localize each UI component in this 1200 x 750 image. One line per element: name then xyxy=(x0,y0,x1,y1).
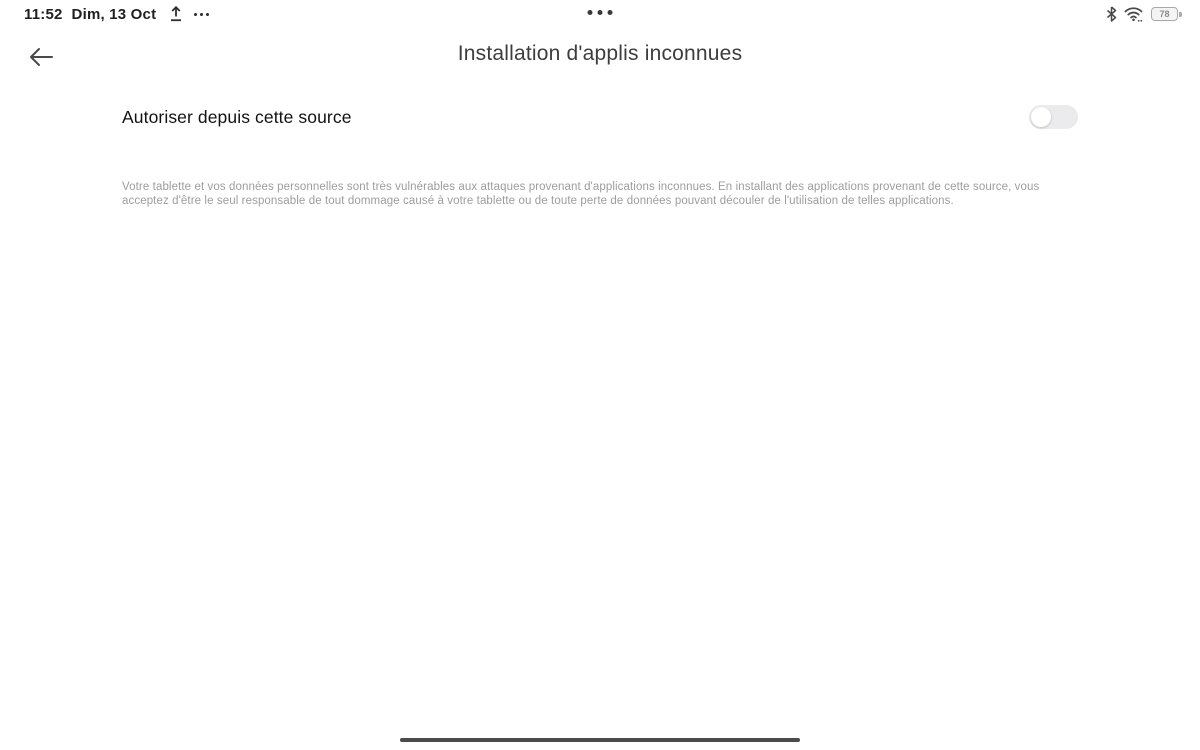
battery-icon xyxy=(1151,7,1178,21)
camera-cutout-dots xyxy=(588,10,613,15)
allow-source-toggle[interactable] xyxy=(1029,105,1078,129)
bluetooth-icon xyxy=(1106,6,1117,22)
wifi-icon xyxy=(1124,6,1144,23)
status-left-group xyxy=(24,6,209,23)
page-title: Installation d'applis inconnues xyxy=(457,42,743,65)
status-date: Dim, 13 Oct xyxy=(71,5,157,23)
allow-source-row[interactable] xyxy=(122,96,1078,138)
battery-percent: 78 xyxy=(1159,9,1170,19)
status-right-group xyxy=(1106,6,1178,23)
home-indicator-bar[interactable] xyxy=(400,738,800,743)
toggle-knob xyxy=(1031,107,1051,127)
status-time: 11:52 xyxy=(24,5,63,23)
header xyxy=(0,28,1200,84)
allow-source-label: Autoriser depuis cette source xyxy=(122,106,352,127)
warning-description: Votre tablette et vos données personnelles sont très vulnérables aux attaques provenant d'applications inconnues. En installant des applications provenant de cette source, vous acceptez d'être le seul responsable de tout dommage causé à votre tablette ou de toute perte de données pouvant découler de l'utilisation de telles applications. xyxy=(122,181,1040,207)
more-dots-icon xyxy=(194,13,209,16)
upload-icon xyxy=(169,6,183,22)
status-bar xyxy=(0,0,1200,28)
